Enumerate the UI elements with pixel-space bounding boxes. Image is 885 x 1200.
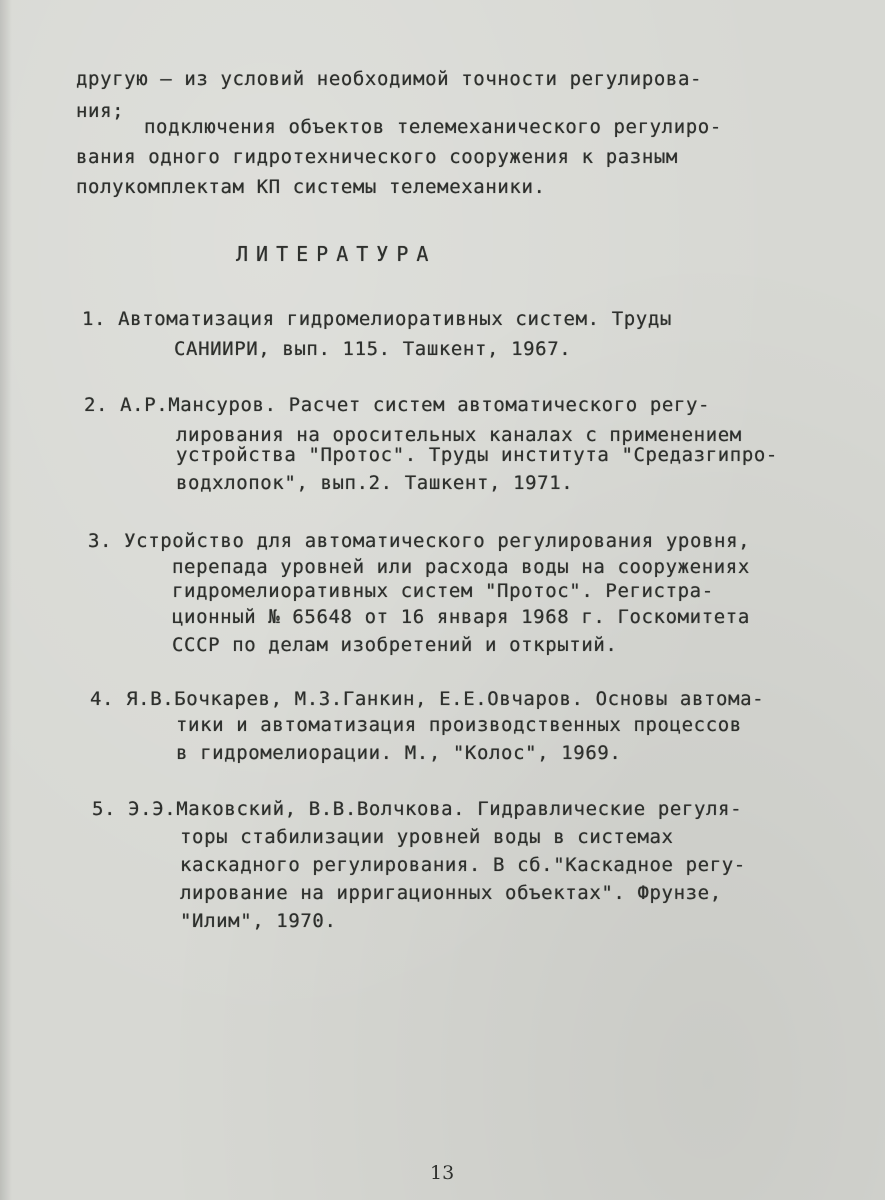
page-number: 13 xyxy=(430,1162,455,1184)
page-crease-shadow xyxy=(0,0,12,1200)
reference-line: лирование на ирригационных объектах". Фрунзе, xyxy=(180,882,722,904)
reference-line: в гидромелиорации. М., "Колос", 1969. xyxy=(176,742,622,764)
reference-line: 5. Э.Э.Маковский, В.В.Волчкова. Гидравлические регуля- xyxy=(92,798,743,820)
reference-line: устройства "Протос". Труды института "Средазгипро- xyxy=(176,444,778,466)
reference-line: 4. Я.В.Бочкарев, М.З.Ганкин, Е.Е.Овчаров. Основы автома- xyxy=(90,688,765,710)
reference-line: лирования на оросительных каналах с применением xyxy=(176,424,742,446)
reference-line: ционный № 65648 от 16 января 1968 г. Госкомитета xyxy=(172,606,750,628)
reference-line: САНИИРИ, вып. 115. Ташкент, 1967. xyxy=(174,338,572,360)
reference-line: 1. Автоматизация гидромелиоративных систем. Труды xyxy=(82,308,672,330)
text-line: подключения объектов телемеханического регулиро- xyxy=(144,116,722,138)
reference-line: торы стабилизации уровней воды в системах xyxy=(180,826,674,848)
reference-line: 2. А.Р.Мансуров. Расчет систем автоматического регу- xyxy=(84,394,711,416)
reference-line: "Илим", 1970. xyxy=(180,910,337,932)
reference-line: гидромелиоративных систем "Протос". Регистра- xyxy=(172,580,714,602)
section-heading: ЛИТЕРАТУРА xyxy=(236,242,437,266)
reference-line: перепада уровней или расхода воды на сооружениях xyxy=(172,556,750,578)
reference-line: СССР по делам изобретений и открытий. xyxy=(172,634,618,656)
reference-line: водхлопок", вып.2. Ташкент, 1971. xyxy=(176,472,574,494)
reference-line: каскадного регулирования. В сб."Каскадное регу- xyxy=(180,854,746,876)
text-line: другую – из условий необходимой точности регулирова- xyxy=(76,68,703,90)
reference-line: 3. Устройство для автоматического регулирования уровня, xyxy=(88,530,751,552)
reference-line: тики и автоматизация производственных процессов xyxy=(176,714,742,736)
text-line: полукомплектам КП системы телемеханики. xyxy=(76,176,546,198)
text-line: вания одного гидротехнического сооружения к разным xyxy=(76,146,678,168)
text-line: ния; xyxy=(76,100,125,122)
